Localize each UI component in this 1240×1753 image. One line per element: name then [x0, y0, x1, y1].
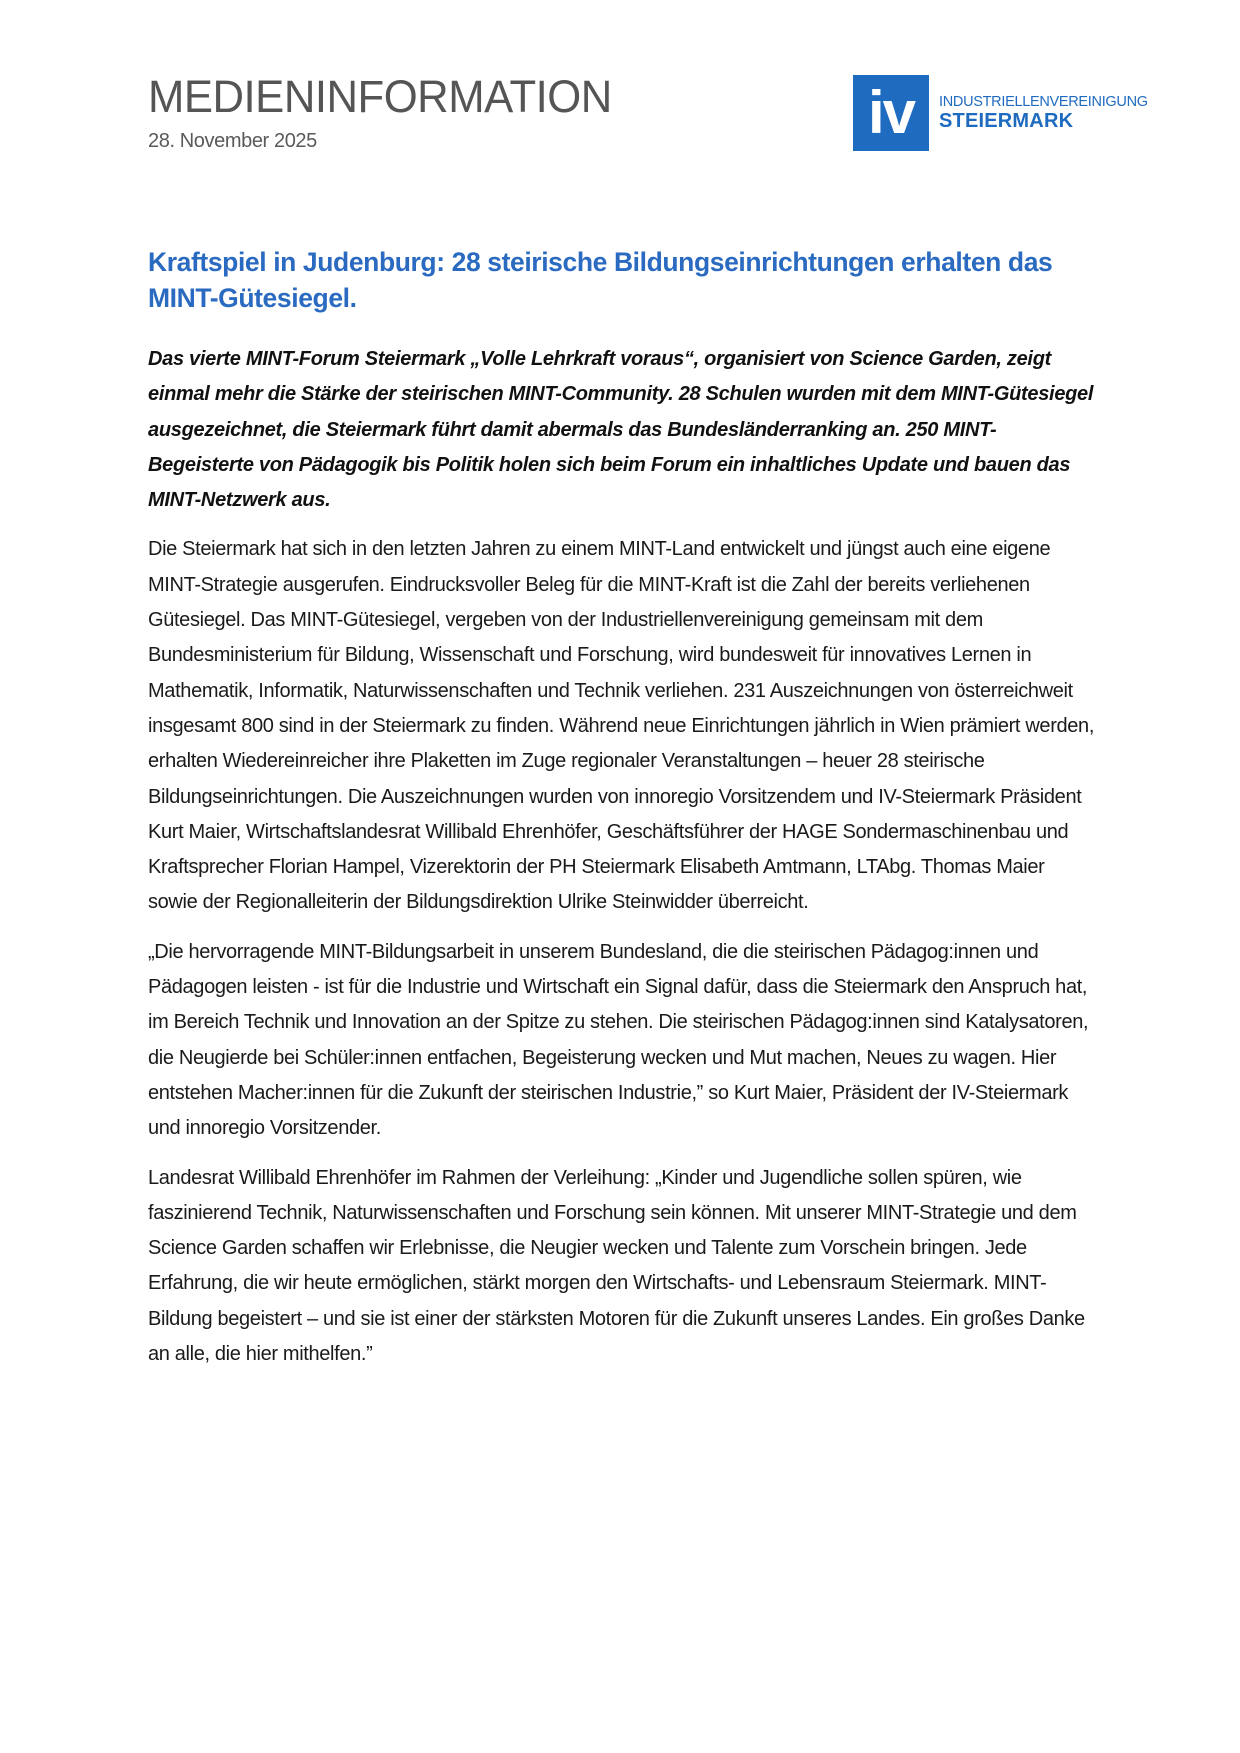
- iv-steiermark-logo: [853, 75, 1148, 151]
- logo-wordmark: [939, 94, 1148, 133]
- document-type-title: MEDIENINFORMATION: [148, 71, 612, 122]
- logo-organisation-name: INDUSTRIELLENVEREINIGUNG: [939, 93, 1148, 110]
- article-body: [148, 244, 1098, 1386]
- article-lead: Das vierte MINT-Forum Steiermark „Volle Lehrkraft voraus“, organisiert von Science Garden, zeigt einmal mehr die Stärke der steirischen MINT-Community. 28 Schulen wurden mit dem MINT-Gütesiegel ausgezeichnet, die Steiermark führt damit abermals das Bundesländerranking an. 250 MINT-Begeisterte von Pädagogik bis Politik holen sich beim Forum ein inhaltliches Update und bauen das MINT-Netzwerk aus.: [148, 348, 1094, 512]
- logo-region-name: STEIERMARK: [939, 110, 1074, 133]
- article-paragraph-quote-maier: „Die hervorragende MINT-Bildungsarbeit in unserem Bundesland, die die steirischen Pädagog:innen und Pädagogen leisten - ist für die Industrie und Wirtschaft ein Signal dafür, dass die Steiermark den Anspruch hat, im Bereich Technik und Innovation an der Spitze zu stehen. Die steirischen Pädagog:innen sind Katalysatoren, die Neugierde bei Schüler:innen entfachen, Begeisterung wecken und Mut machen, Neues zu wagen. Hier entstehen Macher:innen für die Zukunft der steirischen Industrie,” so Kurt Maier, Präsident der IV-Steiermark und innoregio Vorsitzender.: [148, 940, 1089, 1140]
- article-headline: Kraftspiel in Judenburg: 28 steirische Bildungseinrichtungen erhalten das MINT-Gütesiegel.: [148, 247, 1053, 313]
- iv-logo-mark-icon: iv: [853, 75, 929, 151]
- article-paragraph: Die Steiermark hat sich in den letzten Jahren zu einem MINT-Land entwickelt und jüngst auch eine eigene MINT-Strategie ausgerufen. Eindrucksvoller Beleg für die MINT-Kraft ist die Zahl der bereits verliehenen Gütesiegel. Das MINT-Gütesiegel, vergeben von der Industriellenvereinigung gemeinsam mit dem Bundesministerium für Bildung, Wissenschaft und Forschung, wird bundesweit für innovatives Lernen in Mathematik, Informatik, Naturwissenschaften und Technik verliehen. 231 Auszeichnungen von österreichweit insgesamt 800 sind in der Steiermark zu finden. Während neue Einrichtungen jährlich in Wien prämiert werden, erhalten Wiedereinreicher ihre Plaketten im Zuge regionaler Veranstaltungen – heuer 28 steirische Bildungseinrichtungen. Die Auszeichnungen wurden von innoregio Vorsitzendem und IV-Steiermark Präsident Kurt Maier, Wirtschaftslandesrat Willibald Ehrenhöfer, Geschäftsführer der HAGE Sondermaschinenbau und Kraftsprecher Florian Hampel, Vizerektorin der PH Steiermark Elisabeth Amtmann, LTAbg. Thomas Maier sowie der Regionalleiterin der Bildungsdirektion Ulrike Steinwidder überreicht.: [148, 538, 1095, 914]
- publication-date: 28. November 2025: [148, 130, 317, 152]
- article-paragraph-quote-ehrenhoefer: Landesrat Willibald Ehrenhöfer im Rahmen der Verleihung: „Kinder und Jugendliche sollen spüren, wie faszinierend Technik, Naturwissenschaften und Forschung sein können. Mit unserer MINT-Strategie und dem Science Garden schaffen wir Erlebnisse, die Neugier wecken und Talente zum Vorschein bringen. Jede Erfahrung, die wir heute ermöglichen, stärkt morgen den Wirtschafts- und Lebensraum Steiermark. MINT-Bildung begeistert – und sie ist einer der stärksten Motoren für die Zukunft unseres Landes. Ein großes Danke an alle, die hier mithelfen.”: [148, 1166, 1085, 1366]
